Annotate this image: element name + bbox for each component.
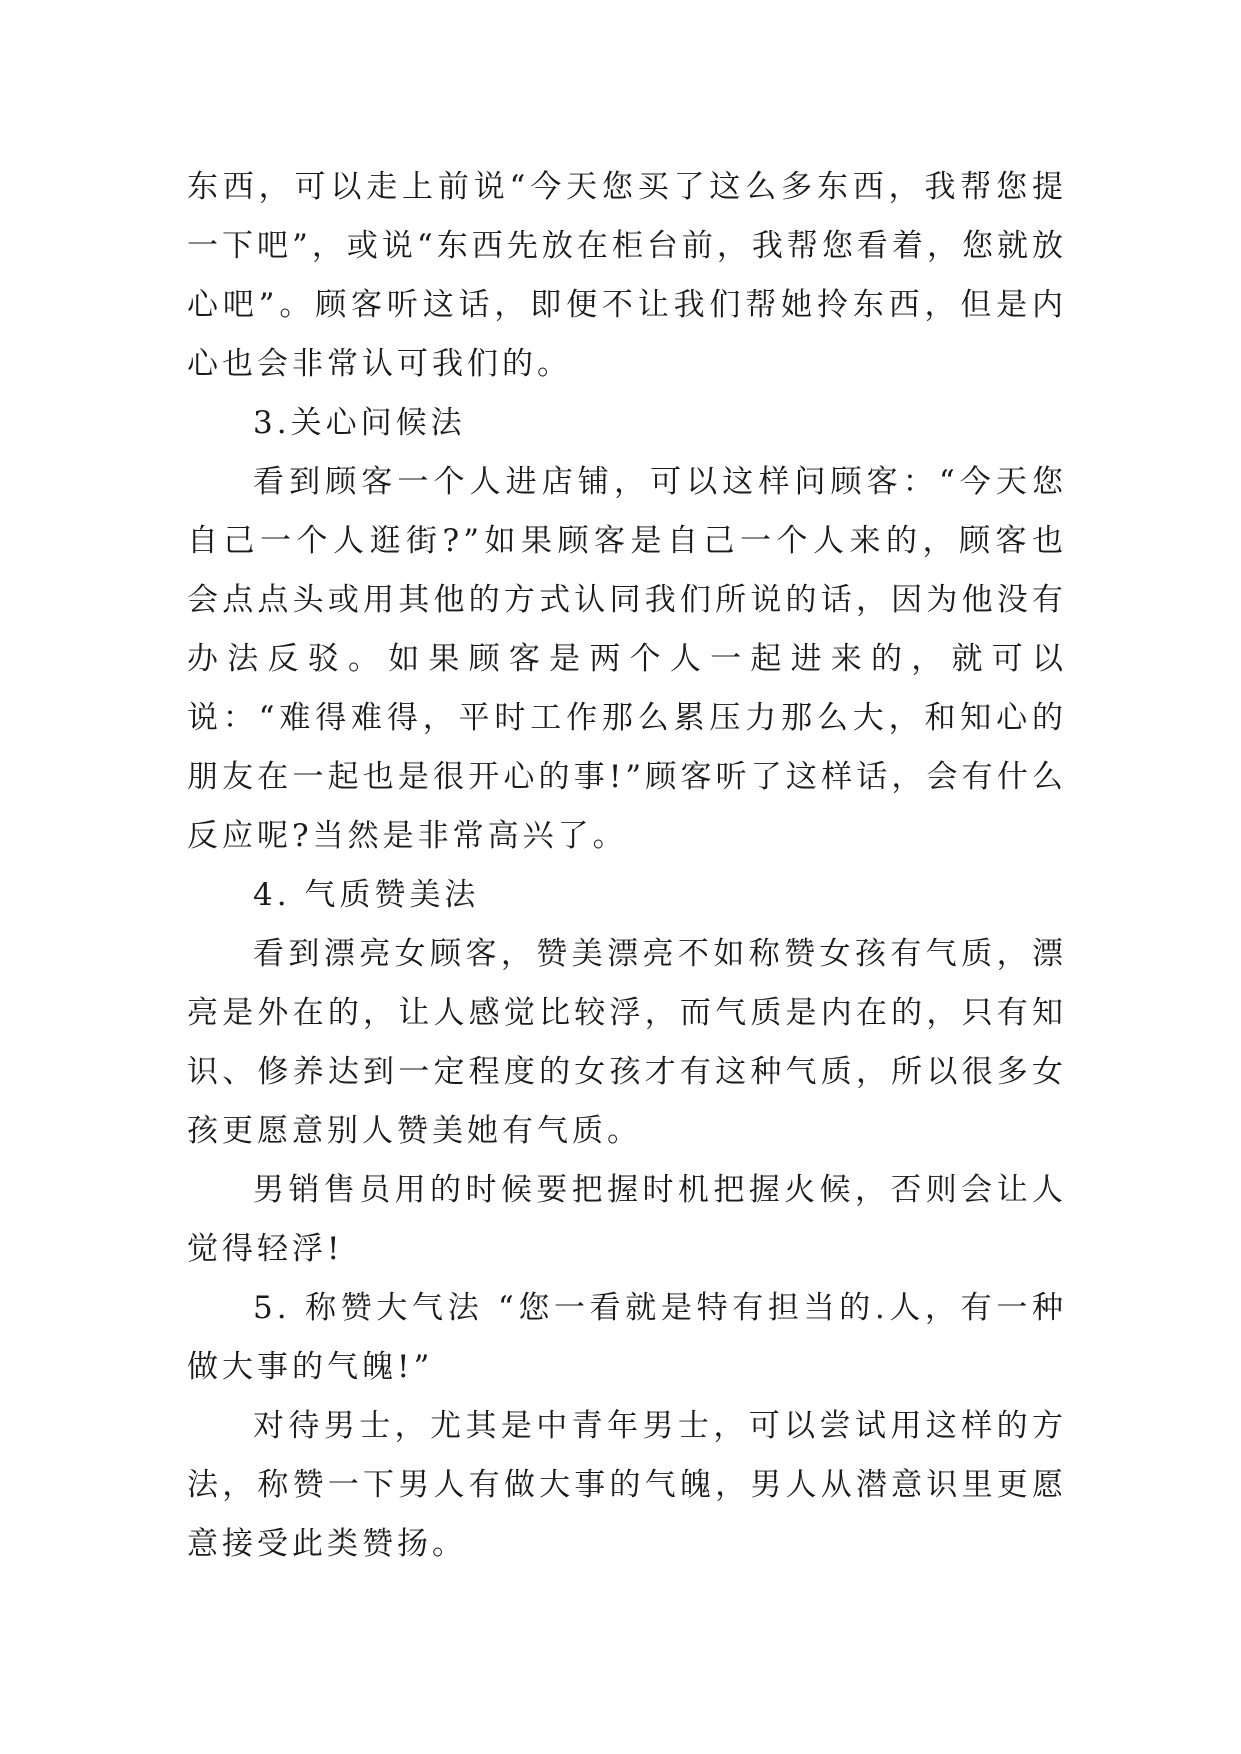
section-heading-5: 5. 称赞大气法 “您一看就是特有担当的.人，有一种做大事的气魄!” [187,1290,1067,1385]
paragraph-continuation: 东西，可以走上前说“今天您买了这么多东西，我帮您提一下吧”，或说“东西先放在柜台前，我帮您看着，您就放心吧”。顾客听这话，即便不让我们帮她拎东西，但是内心也会非常认可我们的。 [187,169,1067,382]
paragraph-temperament-praise: 看到漂亮女顾客，赞美漂亮不如称赞女孩有气质，漂亮是外在的，让人感觉比较浮，而气质是内在的，只有知识、修养达到一定程度的女孩才有这种气质，所以很多女孩更愿意别人赞美她有气质。 [187,936,1067,1149]
paragraph-male-salesperson-note: 男销售员用的时候要把握时机把握火候，否则会让人觉得轻浮! [187,1172,1067,1267]
section-heading-4: 4. 气质赞美法 [253,877,480,913]
paragraph-men-praise: 对待男士，尤其是中青年男士，可以尝试用这样的方法，称赞一下男人有做大事的气魄，男人从潜意识里更愿意接受此类赞扬。 [187,1408,1067,1562]
section-heading-3: 3.关心问候法 [253,405,466,441]
document-body [187,158,1067,1574]
paragraph-greeting-method: 看到顾客一个人进店铺，可以这样问顾客：“今天您自己一个人逛街?”如果顾客是自己一个人来的，顾客也会点点头或用其他的方式认同我们所说的话，因为他没有办法反驳。如果顾客是两个人一起进来的，就可以说：“难得难得，平时工作那么累压力那么大，和知心的朋友在一起也是很开心的事!”顾客听了这样话，会有什么反应呢?当然是非常高兴了。 [187,464,1067,854]
